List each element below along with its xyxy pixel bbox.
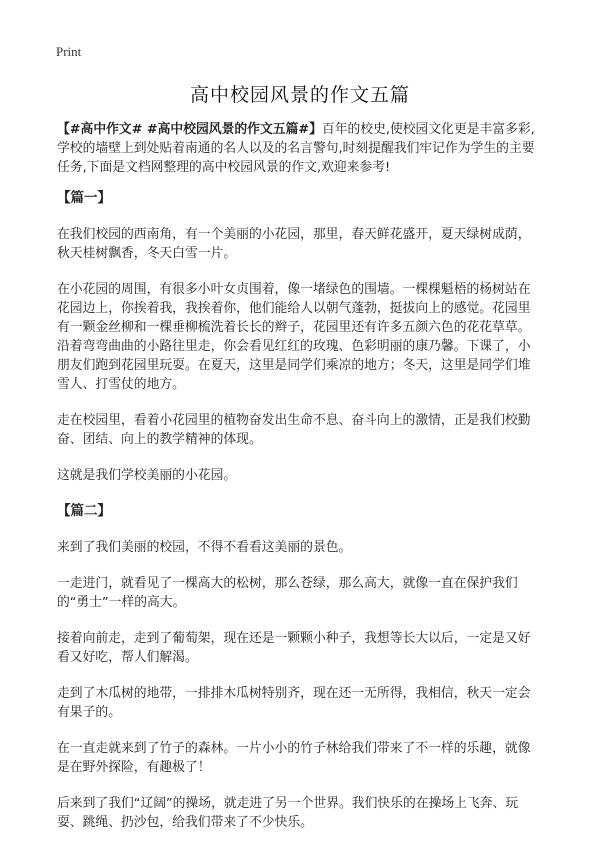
print-link[interactable]: Print bbox=[56, 44, 82, 59]
paragraph: 接着向前走，走到了葡萄架，现在还是一颗颗小种子，我想等长大以后，一定是又好看又好吃，帮人们解渴。 bbox=[57, 631, 531, 665]
paragraph: 来到了我们美丽的校园，不得不看看这美丽的景色。 bbox=[57, 540, 352, 555]
paragraph: 这就是我们学校美丽的小花园。 bbox=[57, 468, 237, 483]
paragraph: 后来到了我们“辽阔”的操场，就走进了另一个世界。我们快乐的在操场上飞奔、玩耍、跳绳、扔沙包，给我们带来了不少快乐。 bbox=[57, 796, 519, 830]
paragraph: 走在校园里，看着小花园里的植物奋发出生命不息、奋斗向上的激情，正是我们校勤奋、团结、向上的教学精神的体现。 bbox=[57, 413, 531, 447]
article-intro bbox=[57, 120, 543, 177]
article-title: 高中校园风景的作文五篇 bbox=[189, 84, 410, 106]
article-body bbox=[57, 120, 543, 849]
section-heading: 【篇一】 bbox=[57, 190, 111, 206]
paragraph: 在我们校园的西南角，有一个美丽的小花园，那里，春天鲜花盛开，夏天绿树成荫，秋天桂树飘香，冬天白雪一片。 bbox=[57, 227, 531, 261]
section-heading: 【篇二】 bbox=[57, 503, 111, 519]
intro-text: 百年的校史,使校园文化更是丰富多彩,学校的墙壁上到处贴着南通的名人以及的名言警句,时刻提醒我们牢记作为学生的主要任务,下面是文档网整理的高中校园风景的作文,欢迎来参考! bbox=[57, 122, 535, 175]
paragraph: 在一直走就来到了竹子的森林。一片小小的竹子林给我们带来了不一样的乐趣，就像是在野外探险，有趣极了！ bbox=[57, 741, 531, 775]
paragraph: 走到了木瓜树的地带，一排排木瓜树特别齐，现在还一无所得，我相信，秋天一定会有果子的。 bbox=[57, 686, 531, 720]
intro-tags: 【#高中作文# #高中校园风景的作文五篇#】 bbox=[57, 122, 322, 137]
paragraph: 一走进门，就看见了一棵高大的松树，那么苍绿，那么高大，就像一直在保护我们的“勇士”一样的高大。 bbox=[57, 576, 518, 610]
paragraph: 在小花园的周围，有很多小叶女贞围着，像一堵绿色的围墙。一棵棵魁梧的杨树站在花园边上，你挨着我，我挨着你，他们能给人以朝气蓬勃，挺拔向上的感觉。花园里有一颗金丝柳和一棵垂柳梳洗着长长的辫子，花园里还有许多五颜六色的花花草草。沿着弯弯曲曲的小路往里走，你会看见红红的玫瑰、色彩明丽的康乃馨。下课了，小朋友们跑到花园里玩耍。在夏天，这里是同学们乘凉的地方；冬天，这里是同学们堆雪人、打雪仗的地方。 bbox=[57, 282, 531, 392]
